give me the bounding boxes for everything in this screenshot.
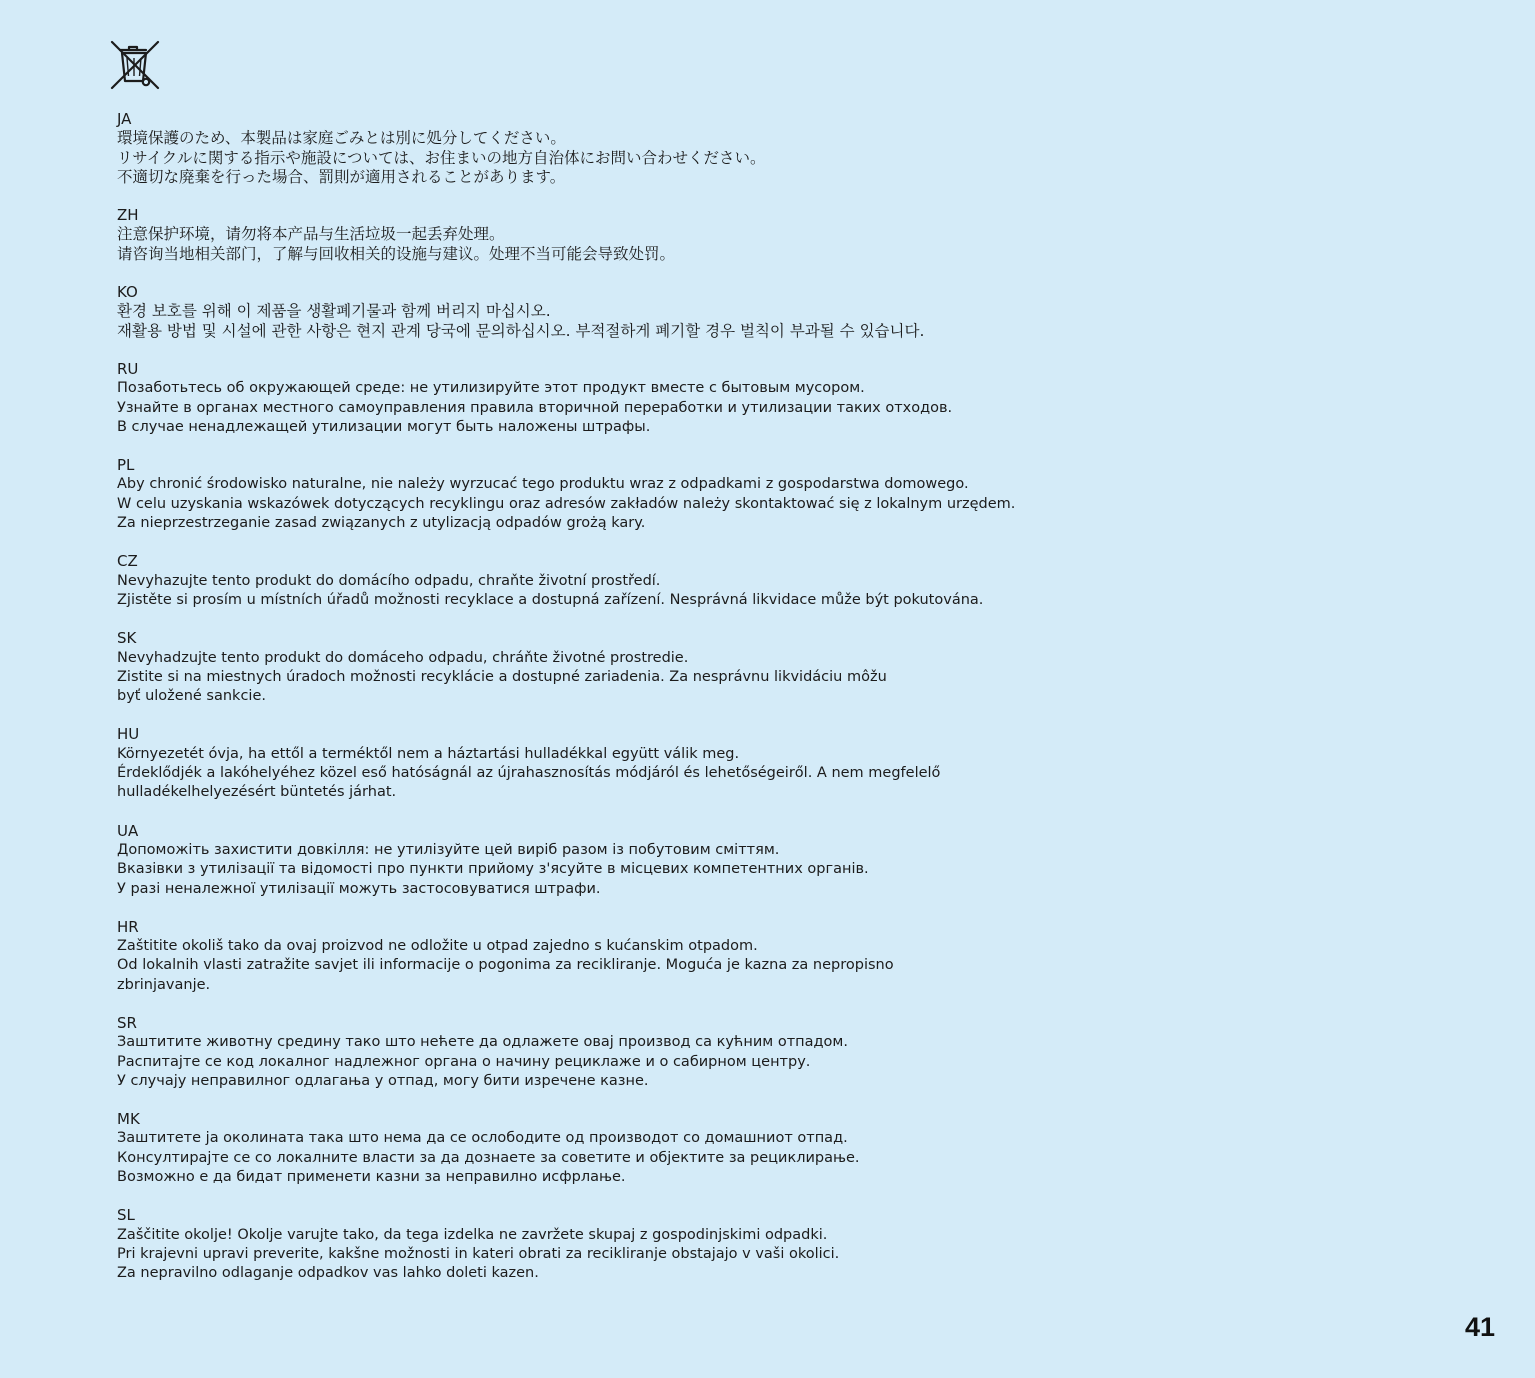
notice-line: Заштитите животну средину тако што нећете да одлажете овај производ са кућним отпадом. bbox=[117, 1034, 848, 1051]
notice-line: W celu uzyskania wskazówek dotyczących recyklingu oraz adresów zakładów należy skontaktować się z lokalnym urzędem. bbox=[117, 495, 1016, 512]
language-section-cz bbox=[117, 552, 1117, 610]
notice-line: В случае ненадлежащей утилизации могут быть наложены штрафы. bbox=[117, 418, 651, 435]
notice-line: zbrinjavanje. bbox=[117, 976, 211, 993]
notice-line: byť uložené sankcie. bbox=[117, 688, 266, 705]
language-code: PL bbox=[117, 456, 135, 475]
language-code: UA bbox=[117, 821, 139, 840]
notice-line: Od lokalnih vlasti zatražite savjet ili informacije o pogonima za recikliranje. Moguća je kazna za nepropisno bbox=[117, 957, 894, 974]
notice-line: Érdeklődjék a lakóhelyéhez közel eső hatóságnál az újrahasznosítás módjáról és lehetőségeiről. A nem megfelelő bbox=[117, 765, 941, 782]
language-code: RU bbox=[117, 359, 139, 378]
notice-line: Zjistěte si prosím u místních úřadů možnosti recyklace a dostupná zařízení. Nesprávná likvidace může být pokutována. bbox=[117, 591, 984, 608]
language-code: HU bbox=[117, 725, 140, 744]
notice-line: Zistite si na miestnych úradoch možnosti recyklácie a dostupné zariadenia. Za nesprávnu likvidáciu môžu bbox=[117, 668, 887, 685]
language-code: CZ bbox=[117, 552, 138, 571]
notice-line: Aby chronić środowisko naturalne, nie należy wyrzucać tego produktu wraz z odpadkami z gospodarstwa domowego. bbox=[117, 476, 969, 493]
notice-line: Nevyhazujte tento produkt do domácího odpadu, chraňte životní prostředí. bbox=[117, 572, 661, 589]
language-section-sl bbox=[117, 1206, 1117, 1283]
language-section-sk bbox=[117, 629, 1117, 706]
crossed-out-wheelie-bin-icon bbox=[108, 38, 162, 92]
notice-line: 환경 보호를 위해 이 제품을 생활폐기물과 함께 버리지 마십시오. bbox=[117, 302, 551, 321]
notice-line: 재활용 방법 및 시설에 관한 사항은 현지 관계 당국에 문의하십시오. 부적절하게 폐기할 경우 벌칙이 부과될 수 있습니다. bbox=[117, 321, 925, 340]
notice-line: Вказівки з утилізації та відомості про пункти прийому з'ясуйте в місцевих компетентних органів. bbox=[117, 861, 869, 878]
notice-line: Za nieprzestrzeganie zasad związanych z utylizacją odpadów grożą kary. bbox=[117, 515, 646, 532]
notice-line: Zaščitite okolje! Okolje varujte tako, da tega izdelka ne zavržete skupaj z gospodinjskimi odpadki. bbox=[117, 1226, 828, 1243]
language-section-ru bbox=[117, 360, 1117, 437]
language-section-zh bbox=[117, 206, 1117, 264]
notice-line: Környezetét óvja, ha ettől a terméktől nem a háztartási hulladékkal együtt válik meg. bbox=[117, 745, 740, 762]
notice-line: Nevyhadzujte tento produkt do domáceho odpadu, chráňte životné prostredie. bbox=[117, 649, 689, 666]
notice-line: Возможно е да бидат применети казни за неправилно исфрлање. bbox=[117, 1169, 626, 1186]
notice-line: リサイクルに関する指示や施設については、お住まいの地方自治体にお問い合わせください。 bbox=[117, 148, 766, 167]
notice-line: 環境保護のため、本製品は家庭ごみとは別に処分してください。 bbox=[117, 129, 566, 148]
language-code: SL bbox=[117, 1206, 135, 1225]
disposal-notice bbox=[117, 110, 1117, 1303]
page-number: 41 bbox=[1464, 1312, 1495, 1342]
language-code: ZH bbox=[117, 206, 139, 225]
notice-line: У случају неправилног одлагања у отпад, могу бити изречене казне. bbox=[117, 1072, 649, 1089]
notice-line: Za nepravilno odlaganje odpadkov vas lahko doleti kazen. bbox=[117, 1265, 539, 1282]
notice-line: У разі неналежної утилізації можуть застосовуватися штрафи. bbox=[117, 880, 601, 897]
language-code: SR bbox=[117, 1013, 137, 1032]
notice-line: hulladékelhelyezésért büntetés járhat. bbox=[117, 784, 397, 801]
language-section-mk bbox=[117, 1110, 1117, 1187]
notice-line: Заштитете ја околината така што нема да се ослободите од производот со домашниот отпад. bbox=[117, 1130, 848, 1147]
language-section-pl bbox=[117, 456, 1117, 533]
notice-line: Распитајте се код локалног надлежног органа о начину рециклаже и о сабирном центру. bbox=[117, 1053, 811, 1070]
notice-line: Допоможіть захистити довкілля: не утилізуйте цей виріб разом із побутовим сміттям. bbox=[117, 841, 780, 858]
notice-line: Позаботьтесь об окружающей среде: не утилизируйте этот продукт вместе с бытовым мусором. bbox=[117, 380, 865, 397]
language-code: MK bbox=[117, 1110, 140, 1129]
language-section-sr bbox=[117, 1014, 1117, 1091]
language-section-ua bbox=[117, 822, 1117, 899]
notice-line: 请咨询当地相关部门，了解与回收相关的设施与建议。处理不当可能会导致处罚。 bbox=[117, 244, 676, 263]
language-code: JA bbox=[117, 110, 132, 128]
notice-line: Pri krajevni upravi preverite, kakšne možnosti in kateri obrati za recikliranje obstajajo v vaši okolici. bbox=[117, 1245, 840, 1262]
language-code: SK bbox=[117, 629, 137, 648]
language-section-hr bbox=[117, 918, 1117, 995]
notice-line: 注意保护环境，请勿将本产品与生活垃圾一起丢弃处理。 bbox=[117, 225, 505, 244]
notice-line: Zaštitite okoliš tako da ovaj proizvod ne odložite u otpad zajedno s kućanskim otpadom. bbox=[117, 938, 758, 955]
notice-line: Узнайте в органах местного самоуправления правила вторичной переработки и утилизации таких отходов. bbox=[117, 399, 953, 416]
language-section-hu bbox=[117, 725, 1117, 802]
language-section-ja bbox=[117, 110, 1117, 187]
language-code: HR bbox=[117, 917, 139, 936]
notice-line: Консултирајте се со локалните власти за да дознаете за советите и објектите за рециклирање. bbox=[117, 1149, 860, 1166]
language-section-ko bbox=[117, 283, 1117, 341]
language-code: KO bbox=[117, 283, 138, 302]
notice-line: 不適切な廃棄を行った場合、罰則が適用されることがあります。 bbox=[117, 167, 566, 186]
